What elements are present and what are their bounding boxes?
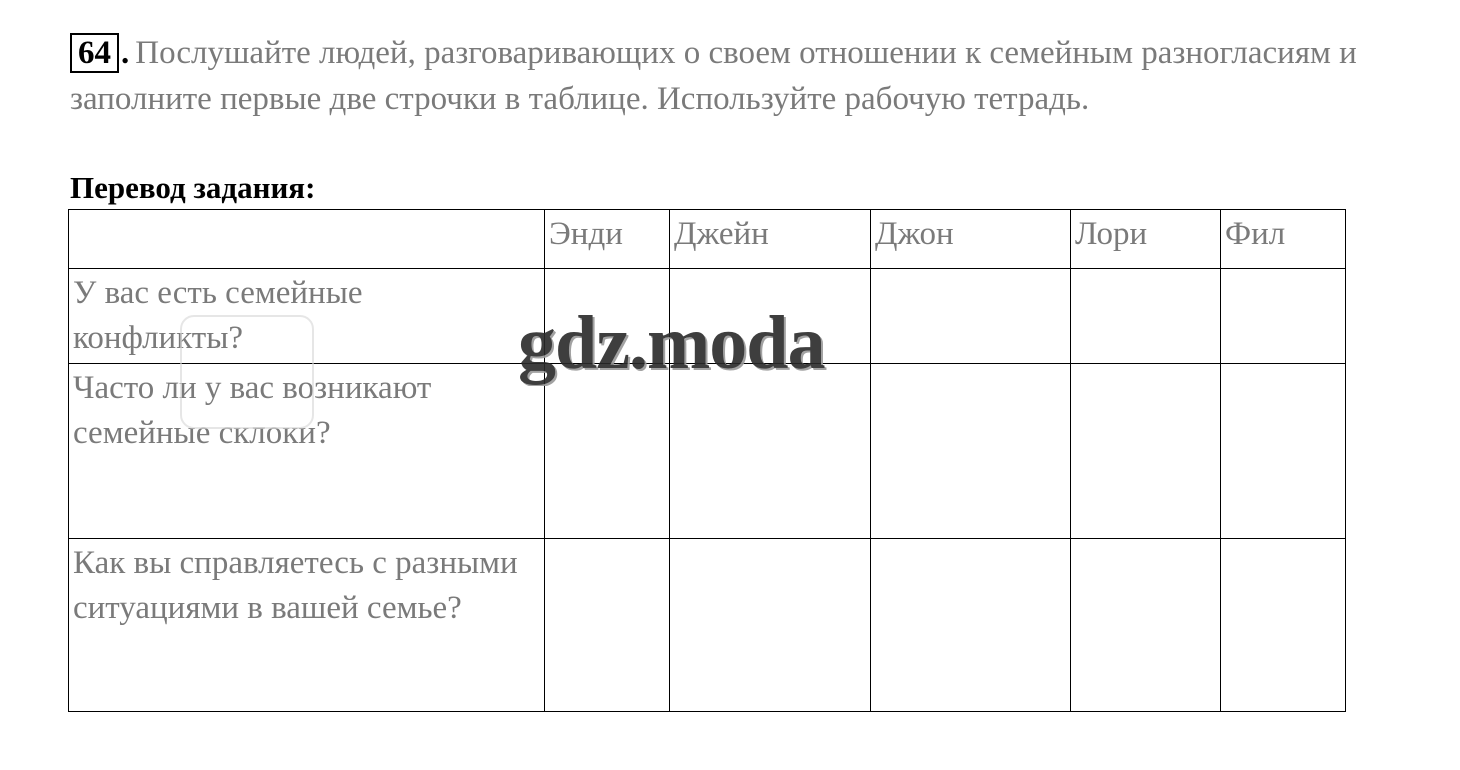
question-cell: Как вы справляетесь с разными ситуациями в вашей семье?	[69, 539, 545, 712]
task-number-dot: .	[121, 35, 130, 71]
answer-cell[interactable]	[670, 364, 871, 539]
answer-cell[interactable]	[871, 364, 1071, 539]
header-empty-cell	[69, 210, 545, 269]
task-number: 64	[70, 33, 119, 73]
answer-cell[interactable]	[871, 269, 1071, 364]
column-header: Джейн	[670, 210, 871, 269]
column-header: Фил	[1221, 210, 1346, 269]
table-row	[69, 539, 1346, 712]
table-header-row	[69, 210, 1346, 269]
answer-cell[interactable]	[1071, 539, 1221, 712]
answer-cell[interactable]	[1071, 269, 1221, 364]
answer-cell[interactable]	[1221, 539, 1346, 712]
task-text: Послушайте людей, разговаривающих о своем отношении к семейным разногласиям и заполните первые две строчки в таблице. Используйте рабочую тетрадь.	[70, 35, 1357, 117]
question-cell: У вас есть семейные конфликты?	[69, 269, 545, 364]
answer-cell[interactable]	[1221, 364, 1346, 539]
answer-table	[68, 209, 1346, 712]
answer-cell[interactable]	[871, 539, 1071, 712]
column-header: Лори	[1071, 210, 1221, 269]
answer-cell[interactable]	[1221, 269, 1346, 364]
answer-cell[interactable]	[545, 364, 670, 539]
answer-cell[interactable]	[1071, 364, 1221, 539]
translation-heading: Перевод задания:	[70, 170, 316, 205]
task-paragraph	[70, 30, 1370, 122]
faint-watermark-shape	[180, 315, 314, 429]
column-header: Энди	[545, 210, 670, 269]
column-header: Джон	[871, 210, 1071, 269]
answer-cell[interactable]	[670, 539, 871, 712]
answer-cell[interactable]	[545, 539, 670, 712]
watermark-logo: gdz.moda	[518, 301, 825, 385]
question-cell: Часто ли у вас возникают семейные склоки?	[69, 364, 545, 539]
